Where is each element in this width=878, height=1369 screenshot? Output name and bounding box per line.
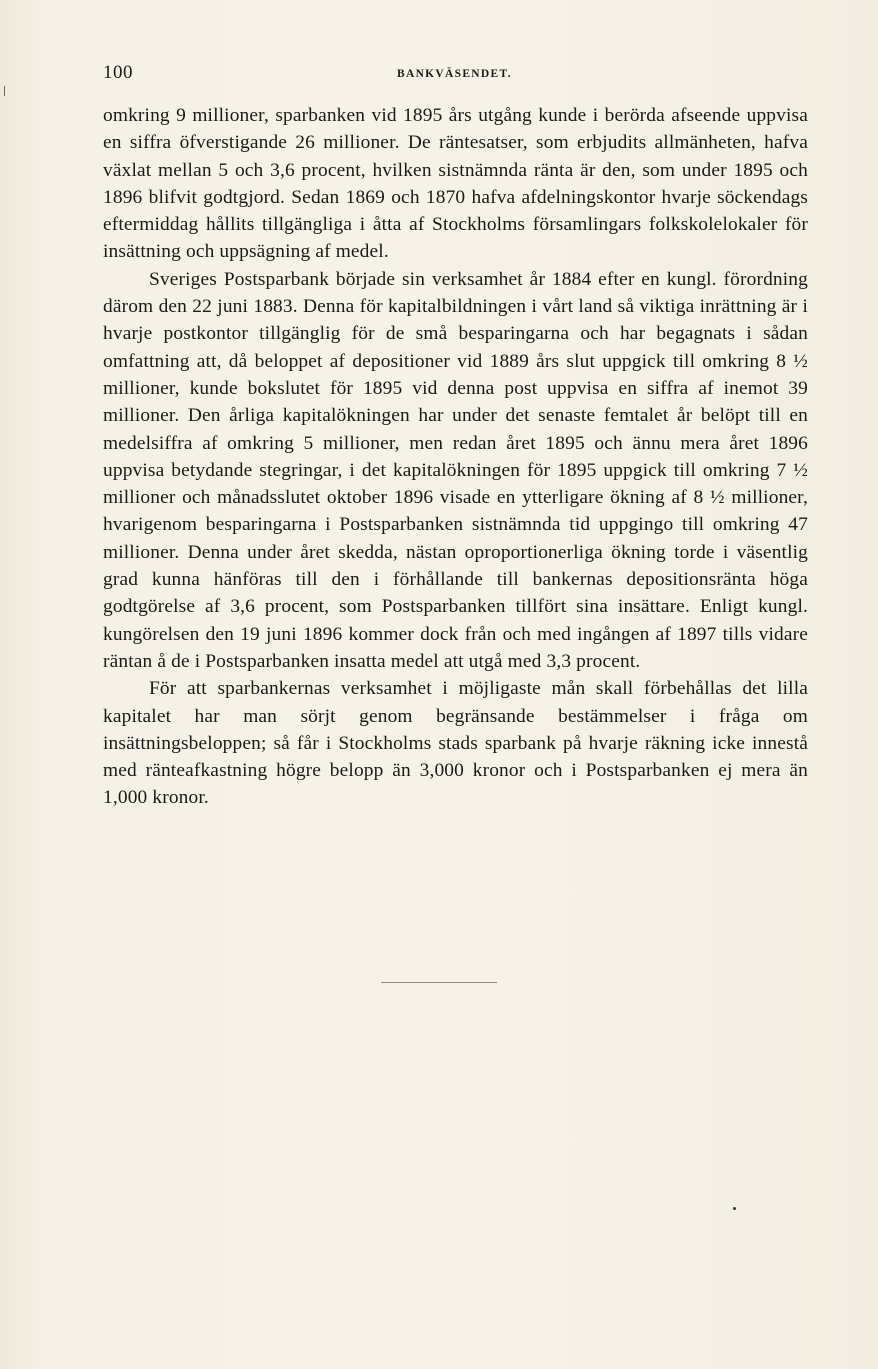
page-header xyxy=(103,62,808,86)
paragraph-insattningsbelopp: För att sparbankernas verksamhet i möjligaste mån skall förbehållas det lilla kapitalet har man sörjt genom begränsande bestämmelser i fråga om insättningsbeloppen; så får i Stockholms stads sparbank på hvarje räkning icke innestå med ränteafkastning högre belopp än 3,000 kronor och i Postsparbanken ej mera än 1,000 kronor. xyxy=(103,678,808,809)
print-speck xyxy=(733,1207,736,1210)
running-title: BANKVÄSENDET. xyxy=(397,68,512,80)
section-end-rule xyxy=(381,982,497,983)
page-number: 100 xyxy=(103,62,133,83)
body-text xyxy=(103,102,808,812)
scan-edge-mark xyxy=(4,86,5,96)
paragraph-sparbank-stockholm: omkring 9 millioner, sparbanken vid 1895 års utgång kunde i berörda afseende uppvisa en siffra öfverstigande 26 millioner. De räntesatser, som erbjudits allmänheten, hafva växlat mellan 5 och 3,6 procent, hvilken sistnämnda ränta är den, som under 1895 och 1896 blifvit godtgjord. Sedan 1869 och 1870 hafva afdelningskontor hvarje söckendags eftermiddag hållits tillgängliga i åtta af Stockholms församlingars folkskolelokaler för insättning och uppsägning af medel. xyxy=(103,105,808,263)
paragraph-postsparbank: Sveriges Postsparbank började sin verksamhet år 1884 efter en kungl. förordning därom den 22 juni 1883. Denna för kapitalbildningen i vårt land så viktiga inrättning är i hvarje postkontor tillgänglig för de små besparingarna och har begagnats i sådan omfattning att, då beloppet af depositioner vid 1889 års slut uppgick till omkring 8 ½ millioner, kunde bokslutet för 1895 vid denna post uppvisa en siffra af inemot 39 millioner. Den årliga kapitalökningen har under det senaste femtalet år belöpt till en medelsiffra af omkring 5 millioner, men redan året 1895 och ännu mera året 1896 uppvisa betydande stegringar, i det kapitalökningen för 1895 uppgick till omkring 7 ½ millioner och månadsslutet oktober 1896 visade en ytterligare ökning af 8 ½ millioner, hvarigenom besparingarna i Postsparbanken sistnämnda tid uppgingo till omkring 47 millioner. Denna under året skedda, nästan oproportionerliga ökning torde i väsentlig grad kunna hänföras till den i förhållande till bankernas depositionsränta höga godtgörelse af 3,6 procent, som Postsparbanken tillfört sina insättare. Enligt kungl. kungörelsen den 19 juni 1896 kommer dock från och med ingången af 1897 tills vidare räntan å de i Postsparbanken insatta medel att utgå med 3,3 procent. xyxy=(103,268,808,672)
